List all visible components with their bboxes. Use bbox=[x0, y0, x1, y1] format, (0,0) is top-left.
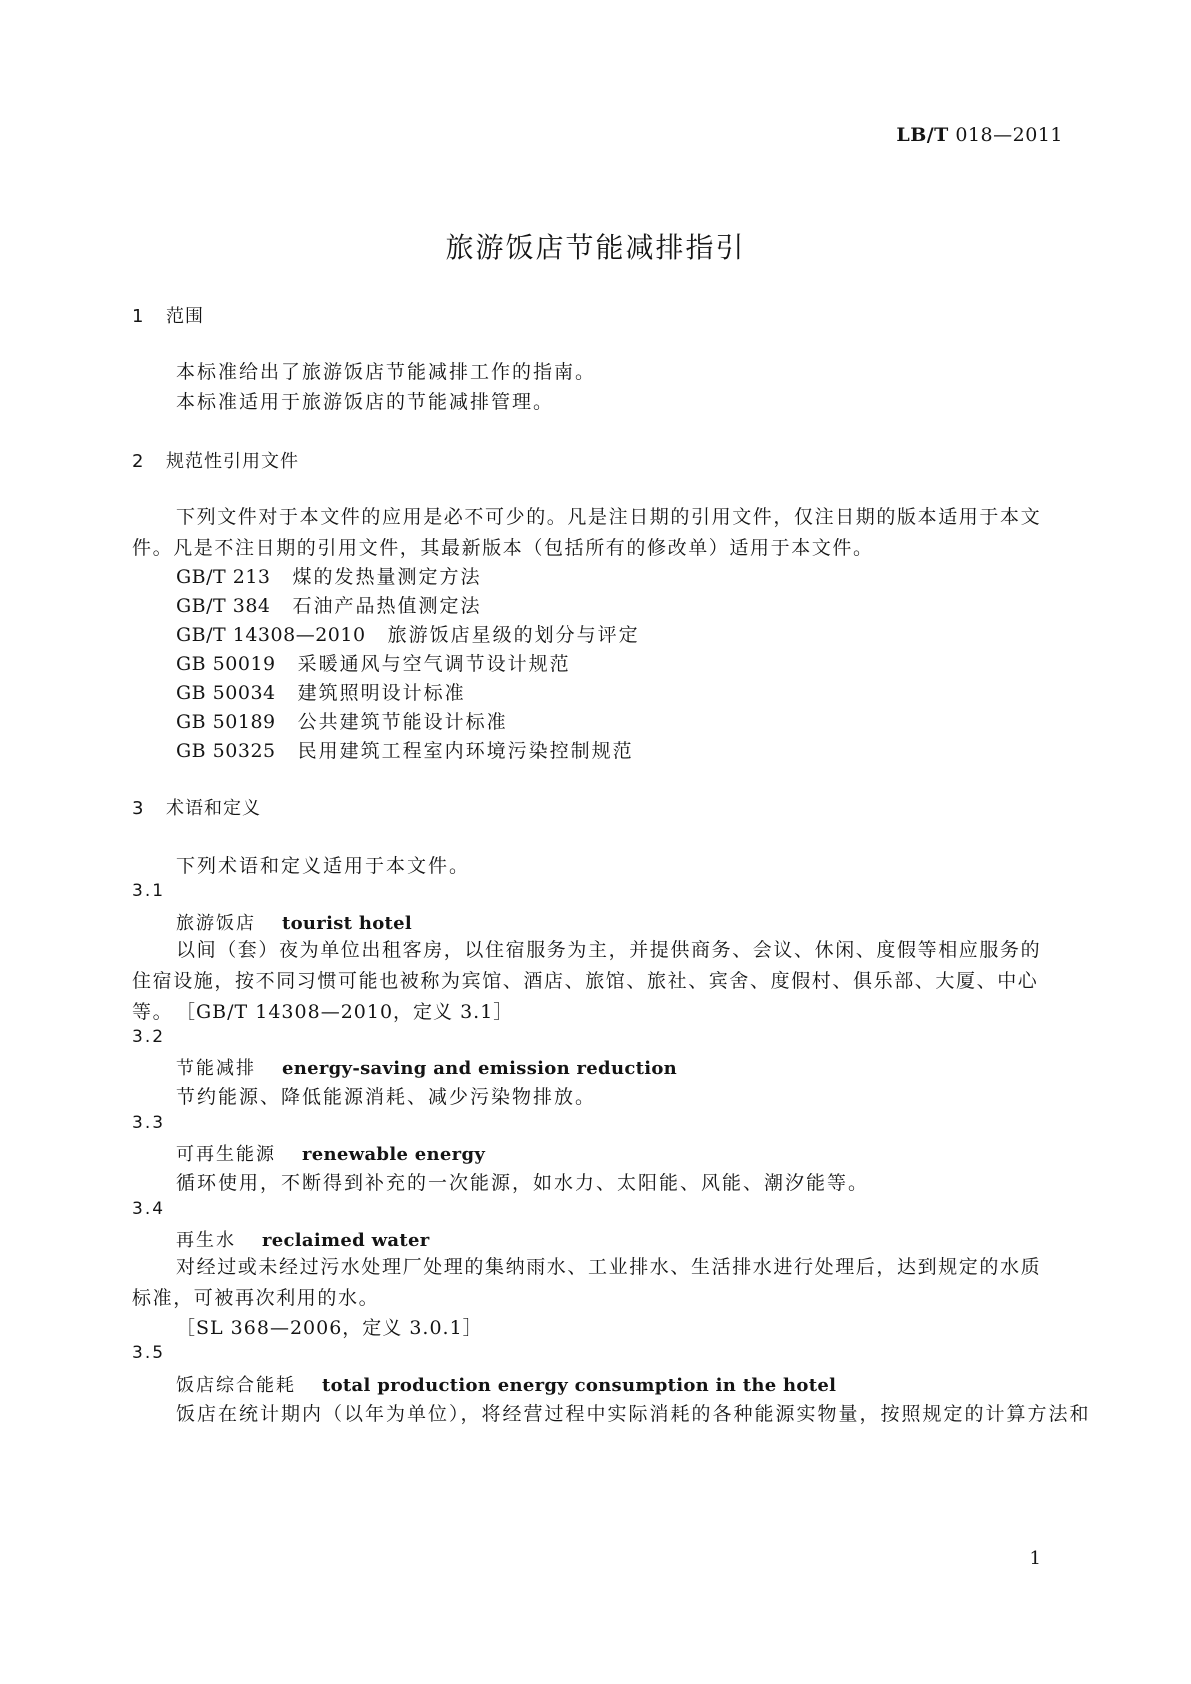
term-chinese: 可再生能源 bbox=[176, 1144, 276, 1165]
term-english: renewable energy bbox=[302, 1144, 486, 1165]
section-title: 术语和定义 bbox=[166, 798, 261, 819]
clause-number: 3.4 bbox=[132, 1199, 166, 1219]
reference-code: GB/T 14308—2010 bbox=[176, 624, 366, 646]
page-number: 1 bbox=[1029, 1548, 1041, 1569]
reference-title: 煤的发热量测定方法 bbox=[292, 566, 482, 588]
clause-number: 3.2 bbox=[132, 1027, 166, 1047]
term-english: tourist hotel bbox=[282, 913, 413, 934]
clause-number: 3.3 bbox=[132, 1113, 166, 1133]
term-english: total production energy consumption in the hotel bbox=[322, 1375, 837, 1396]
section-heading-scope bbox=[132, 302, 204, 328]
term-heading bbox=[176, 1226, 430, 1252]
standard-code bbox=[896, 124, 1063, 146]
reference-item bbox=[176, 562, 482, 589]
reference-item bbox=[176, 620, 640, 647]
standard-prefix: LB/T bbox=[896, 124, 949, 146]
clause-number: 3.1 bbox=[132, 881, 166, 901]
term-heading bbox=[176, 909, 412, 935]
section-number: 3 bbox=[132, 798, 145, 819]
term-chinese: 节能减排 bbox=[176, 1058, 256, 1079]
term-definition: 对经过或未经过污水处理厂处理的集纳雨水、工业排水、生活排水进行处理后，达到规定的水质标准，可被再次利用的水。 bbox=[132, 1256, 1042, 1309]
term-chinese: 旅游饭店 bbox=[176, 913, 256, 934]
reference-code: GB 50325 bbox=[176, 740, 276, 762]
section-number: 1 bbox=[132, 306, 145, 327]
section-title: 范围 bbox=[166, 306, 204, 327]
reference-item bbox=[176, 591, 482, 618]
reference-code: GB 50189 bbox=[176, 711, 276, 733]
term-definition: 饭店在统计期内（以年为单位），将经营过程中实际消耗的各种能源实物量，按照规定的计算方法和 bbox=[176, 1403, 1091, 1425]
reference-item bbox=[176, 649, 571, 676]
reference-code: GB 50034 bbox=[176, 682, 276, 704]
reference-item bbox=[176, 678, 466, 705]
section-title: 规范性引用文件 bbox=[166, 451, 299, 472]
term-definition: 节约能源、降低能源消耗、减少污染物排放。 bbox=[176, 1086, 597, 1108]
reference-item bbox=[176, 707, 508, 734]
section-heading-normative-references bbox=[132, 447, 299, 473]
standard-number: 018—2011 bbox=[955, 124, 1063, 146]
term-heading bbox=[176, 1140, 485, 1166]
reference-item bbox=[176, 736, 634, 763]
term-english: reclaimed water bbox=[262, 1230, 430, 1251]
term-chinese: 饭店综合能耗 bbox=[176, 1375, 296, 1396]
reference-title: 建筑照明设计标准 bbox=[297, 682, 466, 704]
document-title: 旅游饭店节能减排指引 bbox=[445, 231, 746, 264]
scope-paragraph: 本标准适用于旅游饭店的节能减排管理。 bbox=[176, 391, 555, 413]
section-heading-terms bbox=[132, 794, 261, 820]
term-definition: 循环使用，不断得到补充的一次能源，如水力、太阳能、风能、潮汐能等。 bbox=[176, 1172, 870, 1194]
reference-code: GB/T 213 bbox=[176, 566, 271, 588]
reference-title: 采暖通风与空气调节设计规范 bbox=[297, 653, 571, 675]
scope-paragraph: 本标准给出了旅游饭店节能减排工作的指南。 bbox=[176, 361, 597, 383]
term-heading bbox=[176, 1371, 836, 1397]
clause-number: 3.5 bbox=[132, 1343, 166, 1363]
terms-intro: 下列术语和定义适用于本文件。 bbox=[176, 855, 471, 877]
term-source: ［SL 368—2006，定义 3.0.1］ bbox=[176, 1317, 483, 1339]
term-heading bbox=[176, 1054, 677, 1080]
reference-code: GB 50019 bbox=[176, 653, 276, 675]
reference-title: 石油产品热值测定法 bbox=[292, 595, 482, 617]
reference-title: 民用建筑工程室内环境污染控制规范 bbox=[297, 740, 634, 762]
reference-code: GB/T 384 bbox=[176, 595, 271, 617]
term-chinese: 再生水 bbox=[176, 1230, 236, 1251]
term-source: ［GB/T 14308—2010，定义 3.1］ bbox=[176, 1001, 514, 1023]
reference-title: 公共建筑节能设计标准 bbox=[297, 711, 508, 733]
term-english: energy-saving and emission reduction bbox=[282, 1058, 678, 1079]
reference-title: 旅游饭店星级的划分与评定 bbox=[387, 624, 640, 646]
section-number: 2 bbox=[132, 451, 145, 472]
term-definition: 以间（套）夜为单位出租客房，以住宿服务为主，并提供商务、会议、休闲、度假等相应服务的住宿设施，按不同习惯可能也被称为宾馆、酒店、旅馆、旅社、宾舍、度假村、俱乐部、大厦、中心等。 bbox=[132, 939, 1042, 1023]
references-intro: 下列文件对于本文件的应用是必不可少的。凡是注日期的引用文件，仅注日期的版本适用于本文件。凡是不注日期的引用文件，其最新版本（包括所有的修改单）适用于本文件。 bbox=[132, 506, 1042, 559]
